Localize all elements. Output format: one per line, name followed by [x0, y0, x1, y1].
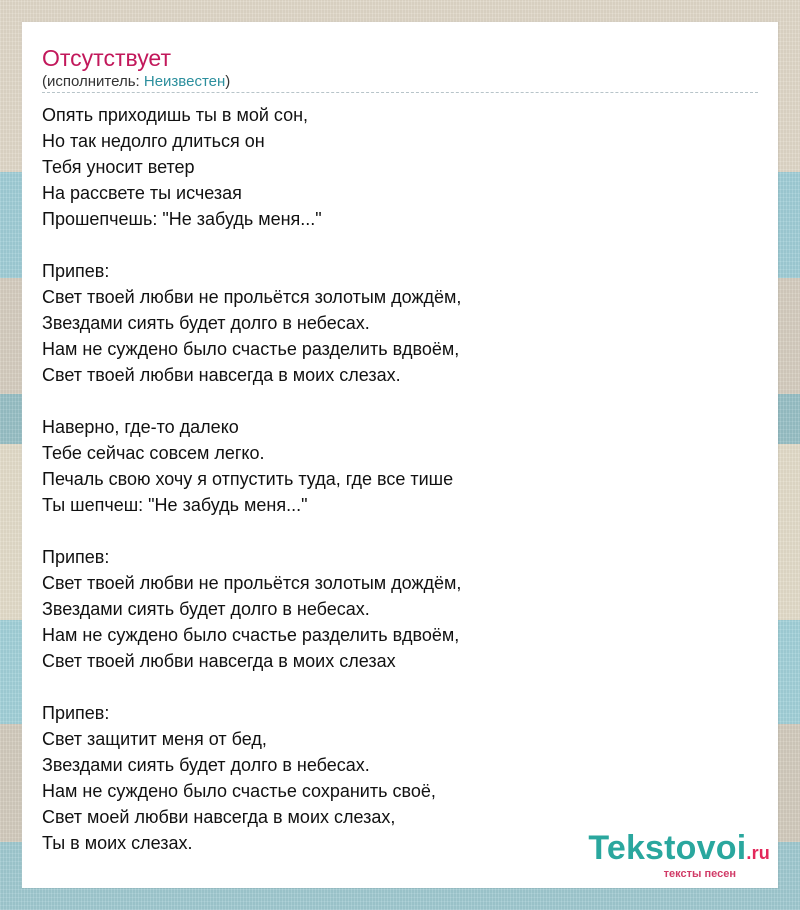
lyrics-body — [42, 102, 742, 856]
lyric-line: На рассвете ты исчезая — [42, 183, 242, 203]
lyric-line: Тебя уносит ветер — [42, 157, 195, 177]
lyric-line: Припев: — [42, 261, 110, 281]
stanza-gap — [42, 232, 742, 258]
lyric-line: Печаль свою хочу я отпустить туда, где все тише — [42, 469, 454, 489]
logo-tagline: тексты песен — [663, 868, 736, 880]
lyric-line: Прошепчешь: "Не забудь меня..." — [42, 209, 322, 229]
lyric-line: Нам не суждено было счастье разделить вдвоём, — [42, 625, 460, 645]
lyric-line: Нам не суждено было счастье разделить вдвоём, — [42, 339, 460, 359]
logo-domain: .ru — [746, 843, 770, 863]
lyric-line: Звездами сиять будет долго в небесах. — [42, 599, 370, 619]
lyric-line: Нам не суждено было счастье сохранить своё, — [42, 781, 436, 801]
stanza-gap — [42, 674, 742, 700]
site-logo — [588, 831, 770, 880]
logo-wordmark — [588, 831, 770, 870]
artist-prefix: (исполнитель: — [42, 73, 144, 90]
artist-suffix: ) — [225, 73, 231, 90]
lyric-line: Опять приходишь ты в мой сон, — [42, 105, 309, 125]
song-title: Отсутствует — [42, 45, 171, 71]
lyric-line: Свет твоей любви навсегда в моих слезах. — [42, 365, 401, 385]
artist-link[interactable]: Неизвестен — [143, 73, 226, 90]
stanza-gap — [42, 518, 742, 544]
lyric-line: Свет твоей любви навсегда в моих слезах — [42, 651, 396, 671]
lyric-line: Свет твоей любви не прольётся золотым дождём, — [42, 573, 462, 593]
lyric-line: Звездами сиять будет долго в небесах. — [42, 755, 370, 775]
stanza-gap — [42, 388, 742, 414]
lyric-line: Ты в моих слезах. — [42, 833, 193, 853]
lyric-line: Припев: — [42, 547, 110, 567]
lyric-line: Свет защитит меня от бед, — [42, 729, 267, 749]
lyric-line: Наверно, где-то далеко — [42, 417, 239, 437]
lyrics-card — [22, 22, 778, 888]
title-divider — [42, 92, 758, 93]
lyric-line: Звездами сиять будет долго в небесах. — [42, 313, 370, 333]
lyric-line: Ты шепчеш: "Не забудь меня..." — [42, 495, 308, 515]
lyric-line: Тебе сейчас совсем легко. — [42, 443, 265, 463]
lyric-line: Свет твоей любви не прольётся золотым дождём, — [42, 287, 462, 307]
lyric-line: Свет моей любви навсегда в моих слезах, — [42, 807, 396, 827]
artist-line — [42, 73, 230, 91]
lyric-line: Но так недолго длиться он — [42, 131, 265, 151]
logo-brand-name: Tekstovoi — [588, 829, 747, 867]
lyric-line: Припев: — [42, 703, 110, 723]
